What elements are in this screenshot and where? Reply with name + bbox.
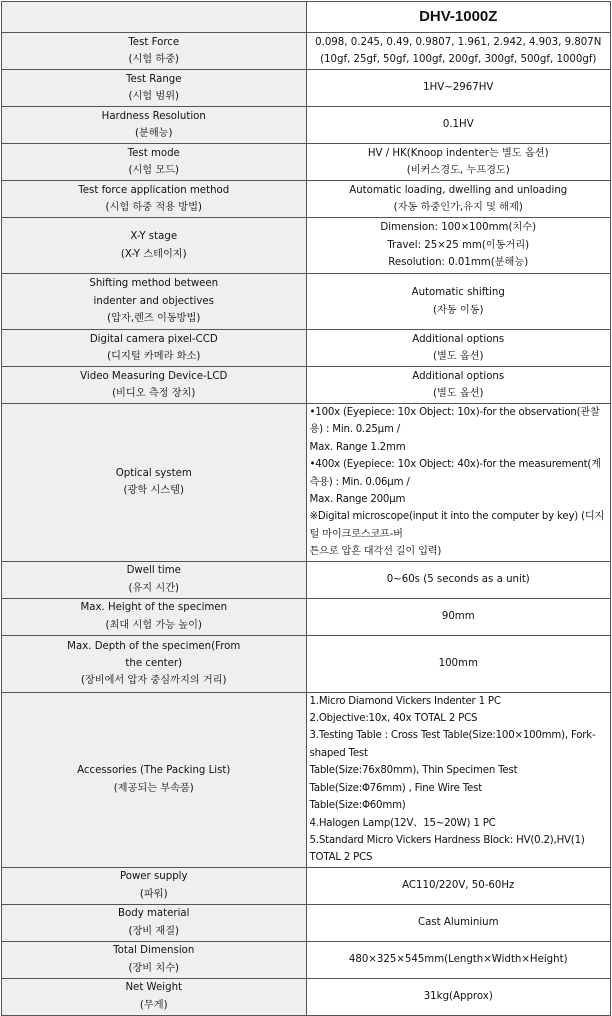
header-corner-cell [2,2,307,33]
spec-row [2,330,611,367]
spec-row [2,70,611,107]
spec-label-line: (장비 치수) [128,962,180,974]
spec-row [2,218,611,274]
spec-label-line: Video Measuring Device-LCD [80,370,228,382]
spec-value-line: 1.Micro Diamond Vickers Indenter 1 PC [309,695,501,707]
spec-label-line: Net Weight [125,982,183,994]
spec-value-line: (자동 하중인가,유지 및 해제) [393,202,523,213]
spec-value-line: 1HV~2967HV [423,82,494,94]
spec-value-cell [306,978,611,1015]
spec-label-line: Optical system [115,467,192,479]
spec-value-line: AC110/220V, 50-60Hz [402,880,515,892]
spec-value-line: (별도 옵션) [432,388,484,399]
spec-label-line: (최대 시험 가능 높이) [105,619,202,631]
spec-value-line: 0.098, 0.245, 0.49, 0.9807, 1.961, 2.942, 4.903, 9.807N [315,36,602,48]
spec-value-line: ※Digital microscope(input it into the computer by key) (디지털 마이크로스코프-버 [309,511,605,540]
spec-label-cell [2,561,307,598]
spec-label-line: Hardness Resolution [101,110,206,122]
spec-value-line: •400x (Eyepiece: 10x Object: 40x)-for the measurement(계측용) : Min. 0.06μm / [309,459,601,488]
spec-value-cell [306,561,611,598]
spec-label-line: (X-Y 스테이지) [120,248,187,260]
spec-row [2,404,611,562]
spec-row [2,144,611,181]
spec-value-line: Table(Size:Φ60mm) [309,800,406,812]
spec-label-line: (분해능) [135,128,173,139]
spec-value-cell [306,70,611,107]
spec-label-line: Shifting method between [89,278,219,290]
spec-row [2,33,611,70]
spec-value-line: (별도 옵션) [432,351,484,362]
spec-value-cell [306,635,611,692]
spec-value-line: 5.Standard Micro Vickers Hardness Block: HV(0.2),HV(1) TOTAL 2 PCS [309,834,585,864]
spec-label-line: (장비에서 압자 중심까지의 거리) [80,675,227,687]
spec-value-line: Automatic loading, dwelling and unloading [349,184,568,196]
spec-value-cell [306,867,611,904]
spec-value-line: HV / HK(Knoop indenter는 별도 옵션) [367,147,549,159]
spec-row [2,107,611,144]
spec-row [2,598,611,635]
spec-label-line: Power supply [119,871,188,883]
spec-value-line: Automatic shifting [411,287,505,299]
spec-label-cell [2,904,307,941]
spec-value-line: 0.1HV [442,119,474,131]
spec-label-line: (장비 재질) [128,925,180,937]
spec-value-line: (자동 이동) [432,304,484,316]
spec-label-cell [2,218,307,274]
spec-value-cell [306,144,611,181]
spec-label-line: (제공되는 부속품) [113,782,194,794]
spec-label-line: (파워) [139,888,168,900]
spec-value-line: 4.Halogen Lamp(12V、15~20W) 1 PC [309,817,496,829]
spec-value-line: (비커스경도, 누프경도) [406,165,510,176]
spec-label-line: (광학 시스템) [123,485,184,497]
spec-label-cell [2,274,307,330]
spec-value-cell [306,33,611,70]
spec-label-cell [2,978,307,1015]
spec-label-cell [2,867,307,904]
spec-value-cell [306,367,611,404]
spec-label-cell [2,330,307,367]
spec-value-line: Resolution: 0.01mm(분해능) [388,257,529,269]
spec-label-line: (비디오 측정 장치) [112,388,196,399]
spec-row [2,941,611,978]
spec-table [1,1,611,1016]
spec-value-cell [306,404,611,562]
spec-label-line: Test Force [128,36,180,48]
spec-label-line: (압자,렌즈 이동방법) [107,313,201,325]
spec-value-cell [306,330,611,367]
spec-value-line: (10gf, 25gf, 50gf, 100gf, 200gf, 300gf, 500gf, 1000gf) [320,54,597,65]
spec-label-cell [2,692,307,867]
spec-value-line: Additional options [412,333,505,345]
spec-value-line: 90mm [441,610,475,622]
spec-row [2,561,611,598]
spec-value-line: Travel: 25×25 mm(이동거리) [387,239,530,251]
spec-label-cell [2,404,307,562]
spec-row [2,692,611,867]
spec-row [2,978,611,1015]
spec-table-body [2,33,611,1016]
spec-label-line: (유지 시간) [128,582,180,594]
spec-row [2,274,611,330]
spec-value-cell [306,218,611,274]
spec-value-line: Max. Range 1.2mm [309,441,406,453]
spec-label-line: Dwell time [126,565,181,577]
spec-label-cell [2,635,307,692]
spec-value-line: 31kg(Approx) [423,991,493,1003]
spec-value-line: Dimension: 100×100mm(치수) [380,222,537,234]
spec-label-cell [2,367,307,404]
spec-value-line: Additional options [412,370,505,382]
spec-row [2,181,611,218]
spec-label-line: Test force application method [78,184,230,196]
spec-value-line: 0~60s (5 seconds as a unit) [386,573,530,585]
spec-label-line: (시험 하중) [128,54,180,65]
spec-label-line: (디지털 카메라 화소) [107,351,201,362]
spec-label-cell [2,70,307,107]
spec-row [2,867,611,904]
spec-label-line: (무게) [139,999,168,1011]
spec-label-line: Accessories (The Packing List) [77,765,231,777]
spec-label-cell [2,33,307,70]
spec-value-cell [306,692,611,867]
table-header-row [2,2,611,33]
spec-label-line: Body material [118,908,190,920]
spec-value-line: •100x (Eyepiece: 10x Object: 10x)-for the observation(관찰용) : Min. 0.25μm / [309,407,600,436]
spec-value-line: Cast Aluminium [417,917,499,929]
spec-label-line: Digital camera pixel-CCD [89,333,218,345]
spec-value-line: Max. Range 200μm [309,494,406,506]
spec-label-line: (시험 범위) [128,91,180,102]
spec-value-cell [306,904,611,941]
spec-value-line: 100mm [438,657,478,669]
spec-value-line: 2.Objective:10x, 40x TOTAL 2 PCS [309,713,478,725]
spec-label-cell [2,598,307,635]
spec-label-line: X-Y stage [130,231,178,243]
spec-value-cell [306,274,611,330]
spec-label-line: the center) [125,657,183,669]
spec-label-line: Max. Depth of the specimen(From [67,640,241,652]
spec-value-cell [306,181,611,218]
spec-value-line: 3.Testing Table : Cross Test Table(Size:100×100mm), Fork-shaped Test [309,730,596,759]
spec-label-line: Test mode [127,147,180,159]
spec-label-cell [2,107,307,144]
spec-label-line: (시험 하중 적용 방법) [105,202,202,213]
spec-label-cell [2,941,307,978]
spec-value-line: 480×325×545mm(Length×Width×Height) [348,954,568,966]
spec-label-cell [2,144,307,181]
spec-value-cell [306,598,611,635]
spec-value-line: Table(Size:76x80mm), Thin Specimen Test Table(Size:Φ76mm) , Fine Wire Test [309,765,518,794]
spec-row [2,635,611,692]
spec-label-cell [2,181,307,218]
spec-label-line: indenter and objectives [93,295,214,307]
model-name: DHV-1000Z [306,2,611,33]
spec-row [2,904,611,941]
spec-label-line: Total Dimension [113,945,195,957]
spec-row [2,367,611,404]
spec-label-line: Test Range [125,73,182,85]
spec-value-line: 튼으로 압흔 대각선 길이 입력) [309,546,442,558]
spec-label-line: Max. Height of the specimen [80,602,228,614]
spec-value-cell [306,107,611,144]
spec-value-cell [306,941,611,978]
spec-label-line: (시험 모드) [128,165,180,176]
